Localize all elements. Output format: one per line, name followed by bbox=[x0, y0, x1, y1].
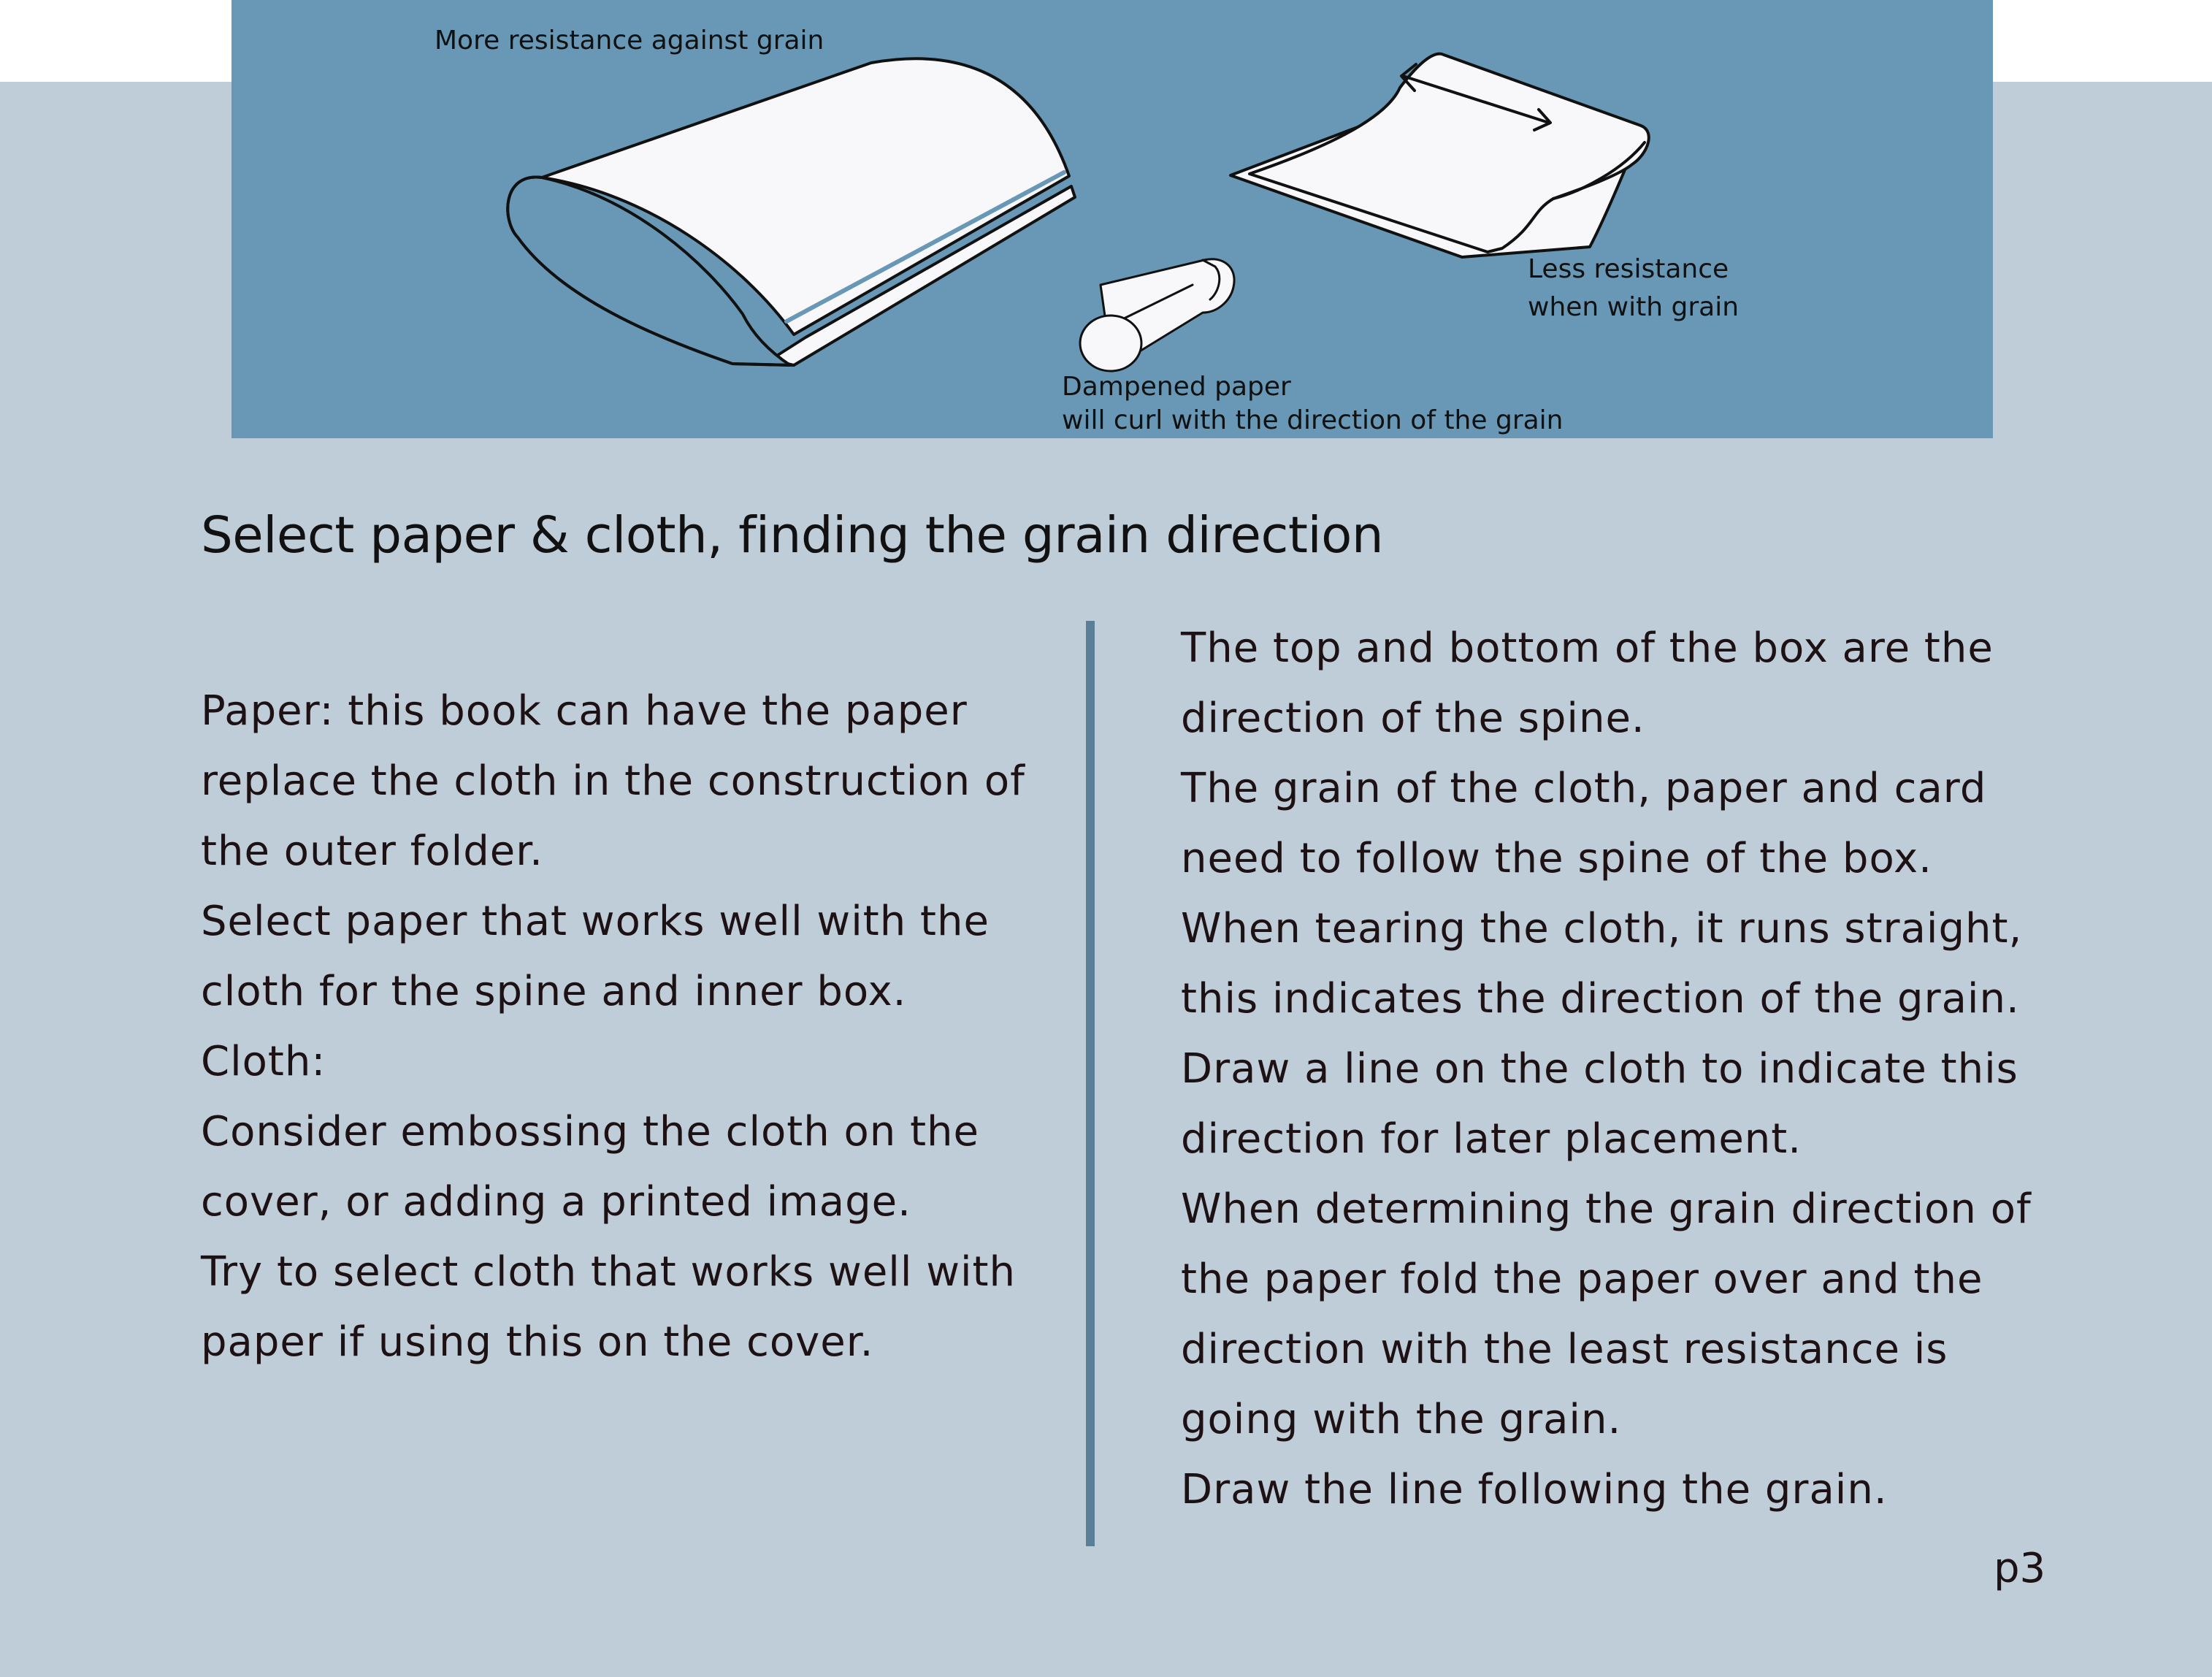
grain-direction-illustration bbox=[231, 0, 1993, 438]
left-line: cloth for the spine and inner box. bbox=[201, 968, 907, 1015]
page-number: p3 bbox=[1994, 1545, 2046, 1592]
left-text-column bbox=[201, 676, 1025, 1378]
right-line: direction of the spine. bbox=[1181, 695, 1645, 742]
right-line: the paper fold the paper over and the bbox=[1181, 1256, 1983, 1303]
caption-less-resistance-line2: when with grain bbox=[1528, 292, 1740, 322]
right-line: this indicates the direction of the grain. bbox=[1181, 975, 2020, 1023]
left-line: paper if using this on the cover. bbox=[201, 1318, 874, 1366]
left-line: cover, or adding a printed image. bbox=[201, 1178, 911, 1226]
left-line: Select paper that works well with the bbox=[201, 898, 990, 945]
right-line: When tearing the cloth, it runs straight, bbox=[1181, 905, 2023, 952]
right-line: Draw a line on the cloth to indicate this bbox=[1181, 1045, 2018, 1093]
page-title: Select paper & cloth, finding the grain direction bbox=[201, 506, 1384, 565]
bent-paper-against-grain-figure bbox=[508, 58, 1075, 365]
right-line: need to follow the spine of the box. bbox=[1181, 835, 1932, 882]
left-line: Cloth: bbox=[201, 1038, 326, 1085]
left-line: replace the cloth in the construction of bbox=[201, 757, 1025, 805]
right-line: going with the grain. bbox=[1181, 1396, 1622, 1443]
right-line: direction for later placement. bbox=[1181, 1115, 1802, 1163]
left-line: the outer folder. bbox=[201, 828, 543, 875]
right-line: The grain of the cloth, paper and card bbox=[1181, 765, 1987, 812]
right-line: Draw the line following the grain. bbox=[1181, 1466, 1888, 1513]
column-divider bbox=[1086, 621, 1095, 1546]
right-line: When determining the grain direction of bbox=[1181, 1185, 2032, 1233]
caption-less-resistance-line1: Less resistance bbox=[1528, 254, 1729, 284]
bent-paper-with-grain-figure bbox=[1231, 54, 1649, 257]
left-line: Consider embossing the cloth on the bbox=[201, 1108, 979, 1155]
left-line: Try to select cloth that works well with bbox=[201, 1248, 1017, 1296]
right-line: The top and bottom of the box are the bbox=[1181, 624, 1994, 672]
right-line: direction with the least resistance is bbox=[1181, 1326, 1948, 1373]
caption-more-resistance: More resistance against grain bbox=[435, 26, 824, 56]
dampened-paper-roll-figure bbox=[1080, 259, 1234, 371]
right-text-column bbox=[1181, 614, 2032, 1525]
caption-dampened-line1: Dampened paper bbox=[1062, 372, 1291, 402]
caption-dampened-line2: will curl with the direction of the grain bbox=[1062, 405, 1564, 435]
left-line: Paper: this book can have the paper bbox=[201, 687, 968, 735]
